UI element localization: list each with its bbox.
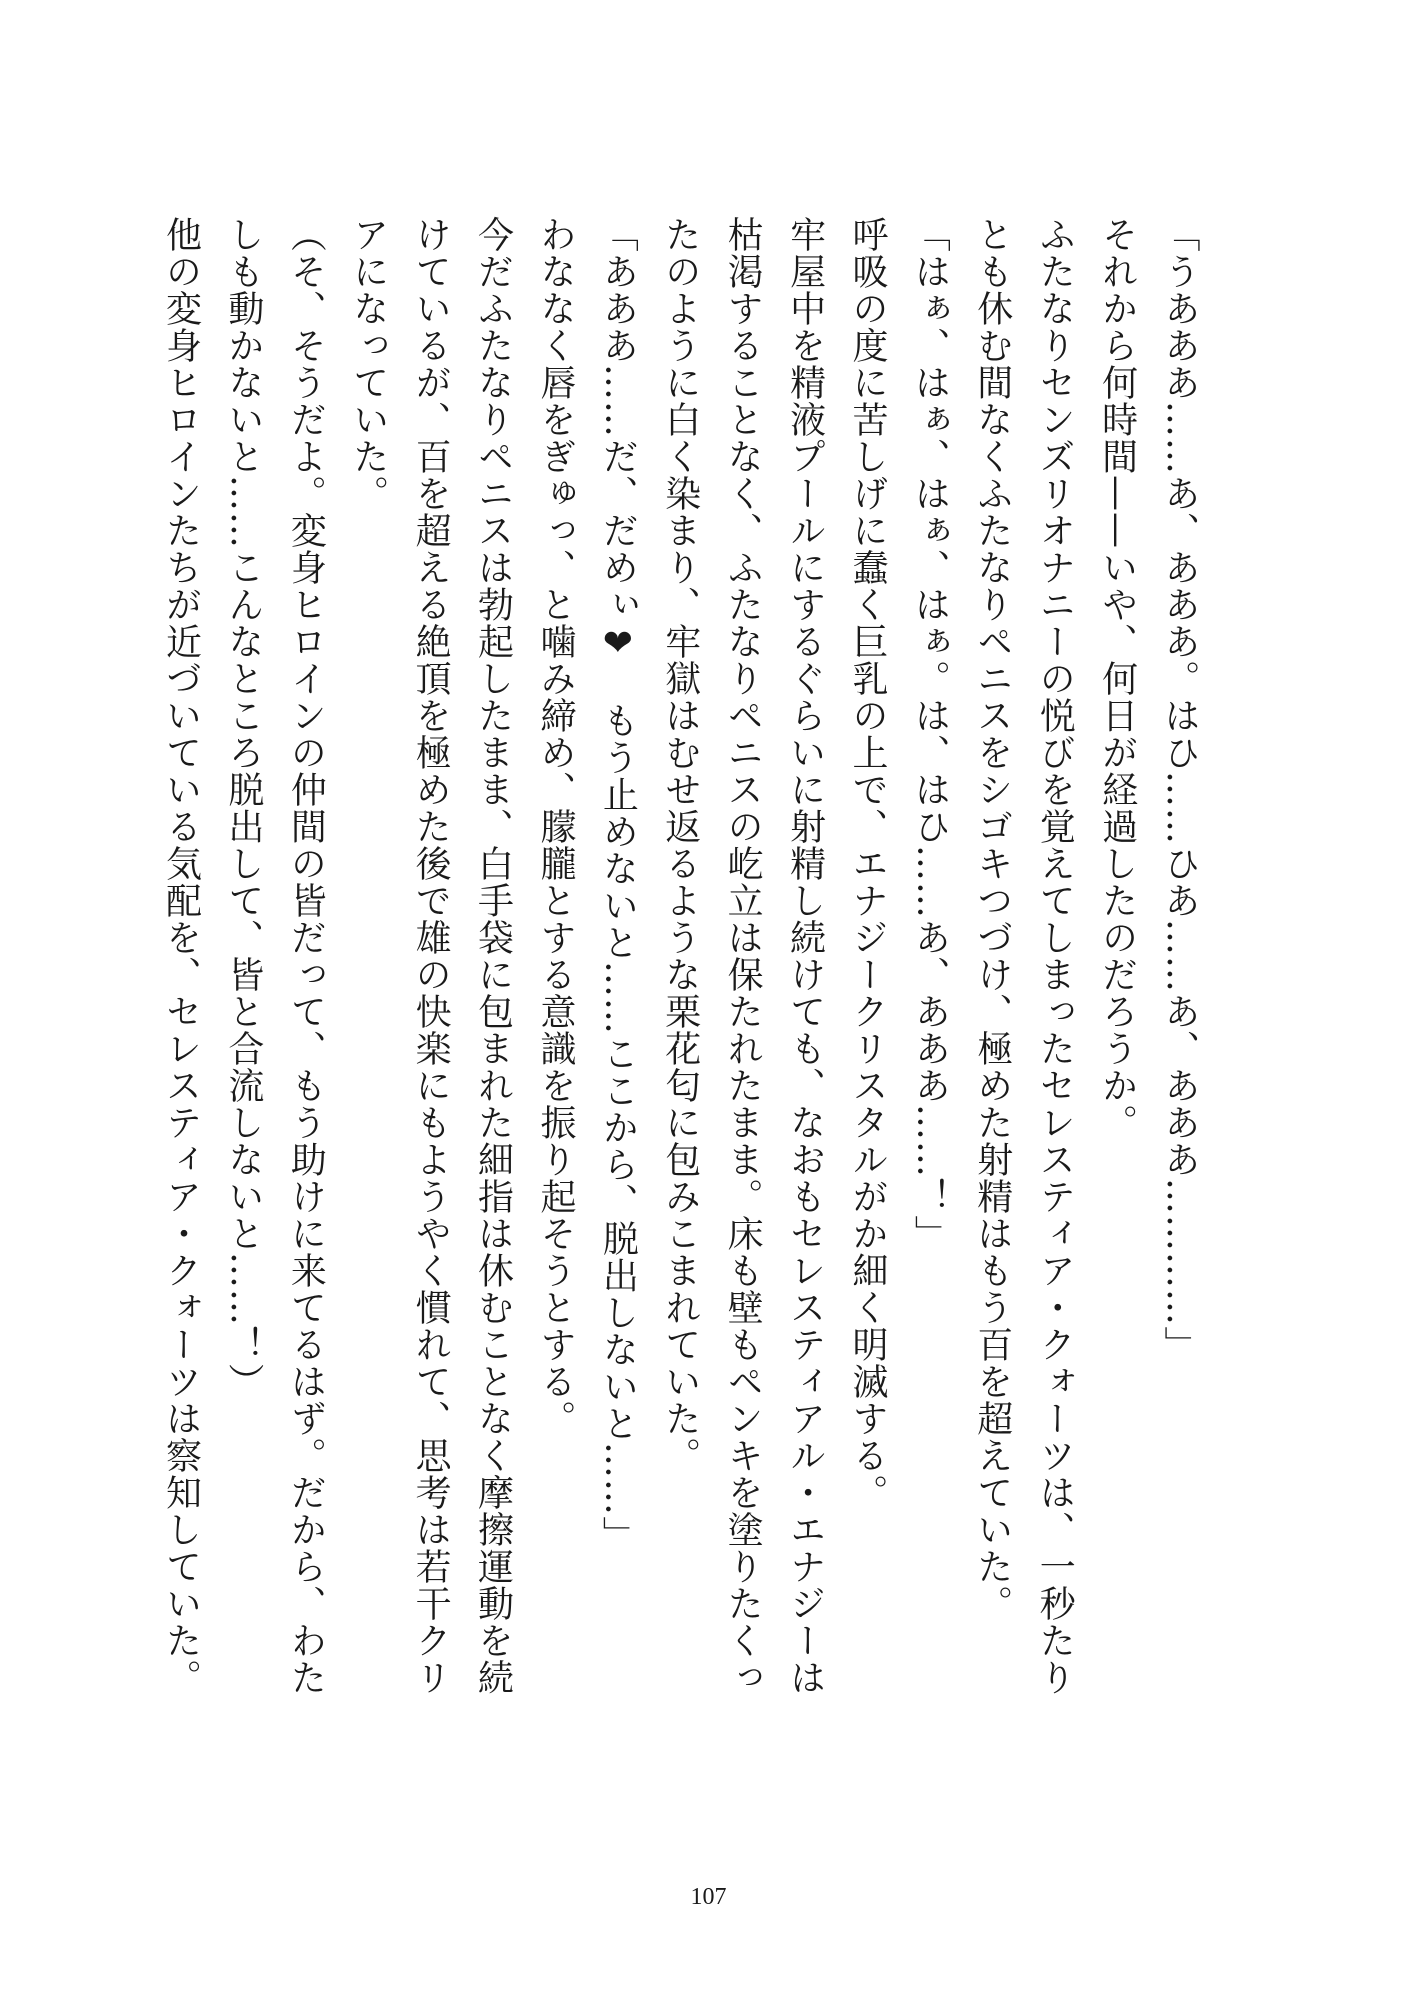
paragraph: わななく唇をぎゅっ、と噛み締め、朦朧とする意識を振り起そうとする。 [534,216,576,1437]
paragraph: 「はぁ、はぁ、はぁ、はぁ。は、はひ……あ、あああ……！」 [909,216,951,1252]
page-number: 107 [690,1884,727,1910]
paragraph: ふたなりセンズリオナニーの悦びを覚えてしまったセレスティア・クォーツは、一秒たりとも休む間なくふたなりペニスをシゴキつづけ、極めた射精はもう百を超えていた。 [971,216,1076,1696]
paragraph: （そ、そうだよ。変身ヒロインの仲間の皆だって、もう助けに来てるはず。だから、わたしも動かないと……こんなところ脱出して、皆と合流しないと……！） [222,216,327,1696]
paragraph: 「あああ……だ、だめぃ❤ もう止めないと……ここから、脱出しないと……」 [597,216,639,1553]
body-text [149,216,1210,1716]
paragraph: 「うあああ……あ、あああ。はひ……ひあ……あ、あああ…………」 [1159,216,1200,1363]
paragraph: それから何時間——いや、何日が経過したのだろうか。 [1096,216,1138,1141]
paragraph: 他の変身ヒロインたちが近づいている気配を、セレスティア・クォーツは察知していた。 [160,216,202,1696]
paragraph: 今だふたなりペニスは勃起したまま、白手袋に包まれた細指は休むことなく摩擦運動を続けているが、百を超える絶頂を極めた後で雄の快楽にもようやく慣れて、思考は若干クリアになっていた。 [347,216,514,1696]
paragraph: 牢屋中を精液プールにするぐらいに射精し続けても、なおもセレスティアル・エナジーは枯渇することなく、ふたなりペニスの屹立は保たれたまま。床も壁もペンキを塗りたくったのように白く染まり、牢獄はむせ返るような栗花匂に包みこまれていた。 [659,216,826,1696]
paragraph: 呼吸の度に苦しげに蠢く巨乳の上で、エナジークリスタルがか細く明滅する。 [846,216,888,1511]
